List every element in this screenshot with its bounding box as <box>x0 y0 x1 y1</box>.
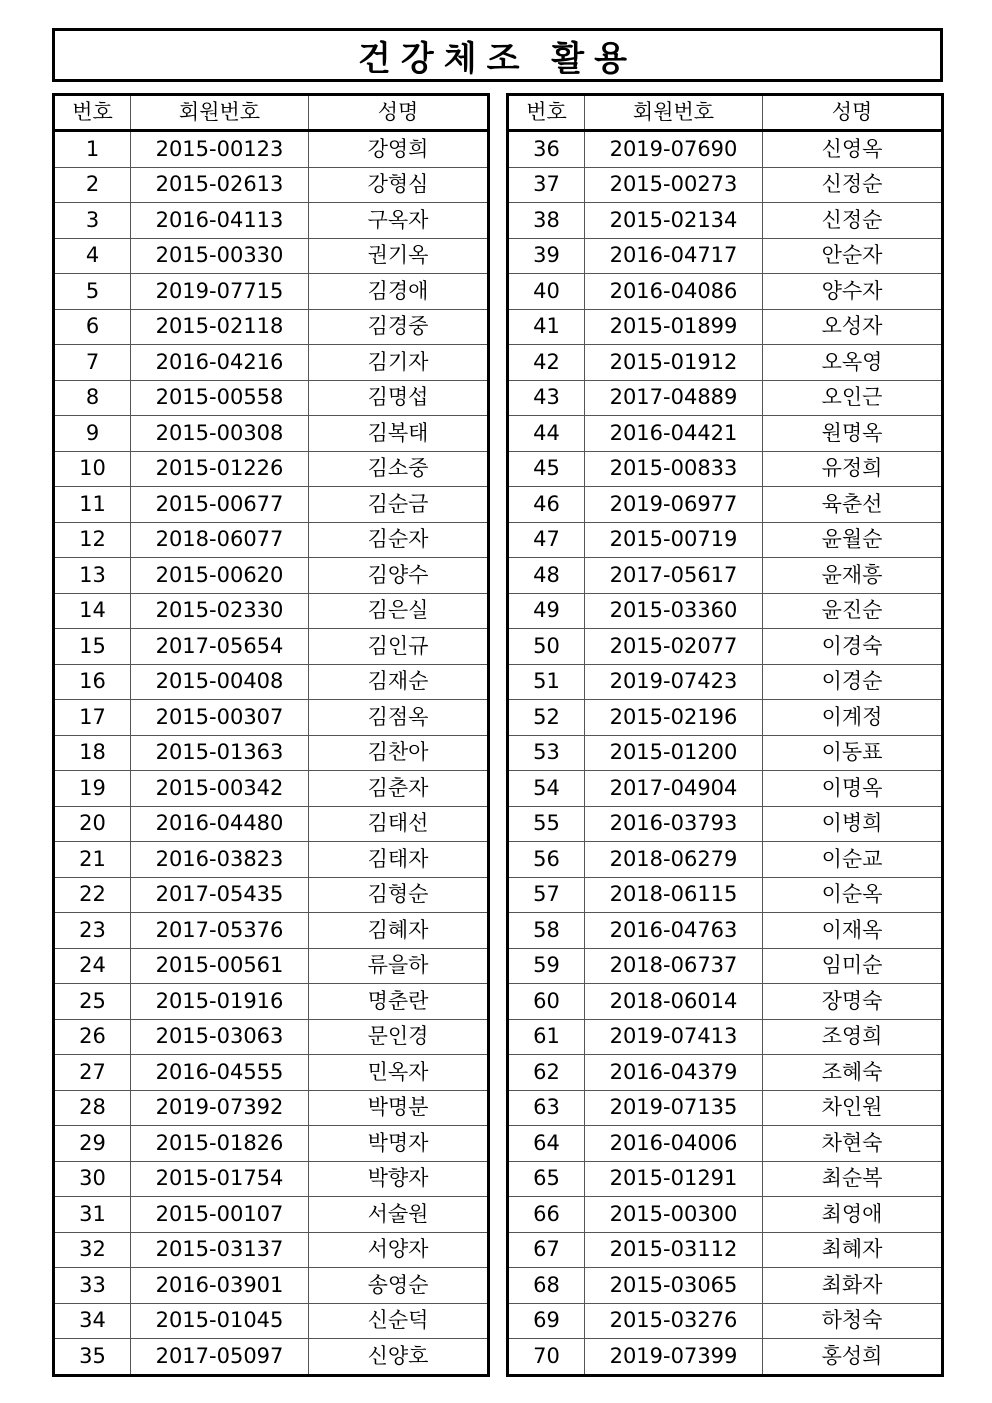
cell-name: 홍성희 <box>763 1339 943 1376</box>
cell-name: 김점옥 <box>309 700 489 736</box>
cell-name: 김혜자 <box>309 913 489 949</box>
cell-name: 윤진순 <box>763 593 943 629</box>
table-row <box>508 522 943 558</box>
cell-name: 신영옥 <box>763 131 943 168</box>
cell-name: 김재순 <box>309 664 489 700</box>
cell-name: 유정희 <box>763 451 943 487</box>
cell-no: 2 <box>54 167 131 203</box>
cell-member-id: 2015-03276 <box>585 1303 763 1339</box>
table-row <box>54 842 489 878</box>
cell-member-id: 2016-04763 <box>585 913 763 949</box>
cell-no: 30 <box>54 1161 131 1197</box>
cell-member-id: 2015-00833 <box>585 451 763 487</box>
cell-no: 44 <box>508 416 585 452</box>
page-title-box <box>52 28 943 82</box>
cell-member-id: 2015-01916 <box>131 984 309 1020</box>
cell-no: 67 <box>508 1232 585 1268</box>
table-row <box>508 309 943 345</box>
cell-name: 김경애 <box>309 274 489 310</box>
table-row <box>508 664 943 700</box>
column-header-name: 성명 <box>309 95 489 131</box>
cell-no: 29 <box>54 1126 131 1162</box>
cell-name: 이동표 <box>763 735 943 771</box>
cell-member-id: 2015-02196 <box>585 700 763 736</box>
cell-no: 33 <box>54 1268 131 1304</box>
cell-member-id: 2015-03137 <box>131 1232 309 1268</box>
cell-member-id: 2016-03901 <box>131 1268 309 1304</box>
cell-member-id: 2016-04113 <box>131 203 309 239</box>
cell-no: 4 <box>54 238 131 274</box>
table-row <box>54 593 489 629</box>
table-row <box>54 1090 489 1126</box>
table-row <box>54 984 489 1020</box>
cell-no: 7 <box>54 345 131 381</box>
cell-no: 23 <box>54 913 131 949</box>
cell-member-id: 2015-02134 <box>585 203 763 239</box>
table-row <box>54 451 489 487</box>
cell-member-id: 2018-06014 <box>585 984 763 1020</box>
cell-member-id: 2019-07715 <box>131 274 309 310</box>
cell-name: 신양호 <box>309 1339 489 1376</box>
table-row <box>508 167 943 203</box>
cell-member-id: 2016-04421 <box>585 416 763 452</box>
cell-member-id: 2015-03112 <box>585 1232 763 1268</box>
table-row <box>54 487 489 523</box>
table-row <box>508 1019 943 1055</box>
cell-name: 이병희 <box>763 806 943 842</box>
cell-no: 66 <box>508 1197 585 1233</box>
cell-member-id: 2016-04006 <box>585 1126 763 1162</box>
cell-no: 17 <box>54 700 131 736</box>
cell-no: 70 <box>508 1339 585 1376</box>
table-row <box>54 309 489 345</box>
cell-no: 32 <box>54 1232 131 1268</box>
table-row <box>54 558 489 594</box>
cell-member-id: 2015-01291 <box>585 1161 763 1197</box>
cell-member-id: 2015-00123 <box>131 131 309 168</box>
cell-member-id: 2015-01754 <box>131 1161 309 1197</box>
cell-name: 이순교 <box>763 842 943 878</box>
cell-name: 조혜숙 <box>763 1055 943 1091</box>
cell-no: 60 <box>508 984 585 1020</box>
cell-member-id: 2016-04480 <box>131 806 309 842</box>
cell-no: 64 <box>508 1126 585 1162</box>
table-row <box>54 416 489 452</box>
cell-name: 김소중 <box>309 451 489 487</box>
cell-no: 53 <box>508 735 585 771</box>
cell-no: 47 <box>508 522 585 558</box>
cell-name: 김양수 <box>309 558 489 594</box>
table-row <box>54 1019 489 1055</box>
cell-member-id: 2015-00307 <box>131 700 309 736</box>
cell-no: 52 <box>508 700 585 736</box>
cell-no: 26 <box>54 1019 131 1055</box>
cell-name: 박명분 <box>309 1090 489 1126</box>
column-header-member-id: 회원번호 <box>585 95 763 131</box>
cell-name: 김형순 <box>309 877 489 913</box>
cell-no: 22 <box>54 877 131 913</box>
cell-member-id: 2017-05435 <box>131 877 309 913</box>
table-row <box>54 1126 489 1162</box>
cell-member-id: 2015-03360 <box>585 593 763 629</box>
table-row <box>508 1268 943 1304</box>
table-row <box>54 629 489 665</box>
cell-member-id: 2015-01912 <box>585 345 763 381</box>
cell-member-id: 2015-00273 <box>585 167 763 203</box>
cell-name: 강영희 <box>309 131 489 168</box>
cell-name: 박명자 <box>309 1126 489 1162</box>
table-row <box>54 1161 489 1197</box>
table-row <box>508 1232 943 1268</box>
cell-no: 65 <box>508 1161 585 1197</box>
cell-name: 김태자 <box>309 842 489 878</box>
table-row <box>54 735 489 771</box>
cell-name: 강형심 <box>309 167 489 203</box>
cell-name: 김경중 <box>309 309 489 345</box>
table-row <box>54 274 489 310</box>
cell-no: 12 <box>54 522 131 558</box>
cell-name: 문인경 <box>309 1019 489 1055</box>
table-row <box>508 948 943 984</box>
table-row <box>54 1197 489 1233</box>
cell-no: 69 <box>508 1303 585 1339</box>
cell-no: 9 <box>54 416 131 452</box>
cell-no: 38 <box>508 203 585 239</box>
cell-no: 31 <box>54 1197 131 1233</box>
cell-name: 김찬아 <box>309 735 489 771</box>
table-row <box>54 948 489 984</box>
cell-member-id: 2019-07413 <box>585 1019 763 1055</box>
cell-name: 구옥자 <box>309 203 489 239</box>
cell-member-id: 2015-00719 <box>585 522 763 558</box>
cell-member-id: 2017-05097 <box>131 1339 309 1376</box>
cell-no: 21 <box>54 842 131 878</box>
table-row <box>508 1197 943 1233</box>
cell-name: 윤월순 <box>763 522 943 558</box>
table-row <box>508 700 943 736</box>
cell-name: 신정순 <box>763 167 943 203</box>
cell-name: 권기옥 <box>309 238 489 274</box>
cell-name: 박향자 <box>309 1161 489 1197</box>
table-row <box>54 877 489 913</box>
table-row <box>508 131 943 168</box>
cell-no: 54 <box>508 771 585 807</box>
cell-no: 36 <box>508 131 585 168</box>
cell-name: 명춘란 <box>309 984 489 1020</box>
table-row <box>508 913 943 949</box>
cell-name: 김순자 <box>309 522 489 558</box>
table-row <box>508 735 943 771</box>
cell-no: 14 <box>54 593 131 629</box>
cell-member-id: 2018-06737 <box>585 948 763 984</box>
cell-member-id: 2017-05654 <box>131 629 309 665</box>
table-row <box>54 167 489 203</box>
table-row <box>508 1161 943 1197</box>
table-row <box>54 771 489 807</box>
cell-no: 13 <box>54 558 131 594</box>
cell-member-id: 2019-06977 <box>585 487 763 523</box>
cell-name: 조영희 <box>763 1019 943 1055</box>
table-row <box>54 1232 489 1268</box>
cell-no: 5 <box>54 274 131 310</box>
cell-member-id: 2015-00330 <box>131 238 309 274</box>
cell-member-id: 2015-02077 <box>585 629 763 665</box>
table-row <box>508 771 943 807</box>
cell-no: 43 <box>508 380 585 416</box>
cell-member-id: 2015-00677 <box>131 487 309 523</box>
table-row <box>54 1055 489 1091</box>
cell-name: 최혜자 <box>763 1232 943 1268</box>
table-row <box>508 1303 943 1339</box>
cell-no: 6 <box>54 309 131 345</box>
table-row <box>508 842 943 878</box>
cell-name: 오옥영 <box>763 345 943 381</box>
header-row <box>54 95 489 131</box>
cell-member-id: 2016-04379 <box>585 1055 763 1091</box>
cell-name: 장명숙 <box>763 984 943 1020</box>
cell-name: 신순덕 <box>309 1303 489 1339</box>
cell-name: 이경숙 <box>763 629 943 665</box>
cell-no: 46 <box>508 487 585 523</box>
table-row <box>508 806 943 842</box>
table-row <box>508 1090 943 1126</box>
table-row <box>54 913 489 949</box>
table-row <box>54 664 489 700</box>
cell-no: 50 <box>508 629 585 665</box>
table-row <box>508 416 943 452</box>
cell-member-id: 2019-07135 <box>585 1090 763 1126</box>
cell-member-id: 2015-02118 <box>131 309 309 345</box>
cell-name: 김인규 <box>309 629 489 665</box>
cell-member-id: 2017-05376 <box>131 913 309 949</box>
cell-no: 24 <box>54 948 131 984</box>
table-row <box>508 345 943 381</box>
page-title: 건강체조 활용 <box>358 38 637 79</box>
table-row <box>54 1268 489 1304</box>
cell-member-id: 2015-03063 <box>131 1019 309 1055</box>
cell-member-id: 2015-01826 <box>131 1126 309 1162</box>
cell-name: 이계정 <box>763 700 943 736</box>
cell-no: 34 <box>54 1303 131 1339</box>
cell-no: 49 <box>508 593 585 629</box>
cell-name: 서양자 <box>309 1232 489 1268</box>
table-row <box>54 238 489 274</box>
cell-member-id: 2016-04216 <box>131 345 309 381</box>
table-row <box>508 203 943 239</box>
cell-name: 원명옥 <box>763 416 943 452</box>
column-header-no: 번호 <box>54 95 131 131</box>
cell-member-id: 2015-00620 <box>131 558 309 594</box>
cell-name: 임미순 <box>763 948 943 984</box>
table-row <box>54 345 489 381</box>
cell-member-id: 2016-03793 <box>585 806 763 842</box>
cell-no: 41 <box>508 309 585 345</box>
cell-no: 68 <box>508 1268 585 1304</box>
roster-table-left <box>52 93 490 1377</box>
column-header-no: 번호 <box>508 95 585 131</box>
cell-member-id: 2015-00558 <box>131 380 309 416</box>
cell-no: 57 <box>508 877 585 913</box>
cell-name: 이명옥 <box>763 771 943 807</box>
cell-name: 김춘자 <box>309 771 489 807</box>
cell-no: 35 <box>54 1339 131 1376</box>
cell-name: 김복태 <box>309 416 489 452</box>
cell-no: 11 <box>54 487 131 523</box>
table-row <box>54 1339 489 1376</box>
cell-no: 8 <box>54 380 131 416</box>
cell-name: 하청숙 <box>763 1303 943 1339</box>
cell-no: 40 <box>508 274 585 310</box>
table-row <box>508 274 943 310</box>
cell-member-id: 2016-03823 <box>131 842 309 878</box>
cell-name: 오성자 <box>763 309 943 345</box>
cell-name: 안순자 <box>763 238 943 274</box>
cell-member-id: 2017-04889 <box>585 380 763 416</box>
cell-no: 25 <box>54 984 131 1020</box>
cell-no: 18 <box>54 735 131 771</box>
cell-name: 윤재흥 <box>763 558 943 594</box>
cell-no: 16 <box>54 664 131 700</box>
cell-no: 28 <box>54 1090 131 1126</box>
cell-name: 김순금 <box>309 487 489 523</box>
cell-no: 10 <box>54 451 131 487</box>
cell-name: 차인원 <box>763 1090 943 1126</box>
table-row <box>508 380 943 416</box>
cell-no: 3 <box>54 203 131 239</box>
cell-member-id: 2019-07392 <box>131 1090 309 1126</box>
cell-no: 42 <box>508 345 585 381</box>
cell-member-id: 2017-04904 <box>585 771 763 807</box>
cell-member-id: 2015-03065 <box>585 1268 763 1304</box>
roster-body-right <box>508 131 943 1376</box>
cell-member-id: 2017-05617 <box>585 558 763 594</box>
cell-member-id: 2015-00342 <box>131 771 309 807</box>
roster-body-left <box>54 131 489 1376</box>
cell-name: 민옥자 <box>309 1055 489 1091</box>
table-row <box>54 131 489 168</box>
cell-no: 39 <box>508 238 585 274</box>
cell-member-id: 2015-00308 <box>131 416 309 452</box>
cell-name: 차현숙 <box>763 1126 943 1162</box>
cell-no: 63 <box>508 1090 585 1126</box>
table-row <box>508 487 943 523</box>
cell-member-id: 2015-00300 <box>585 1197 763 1233</box>
roster-table-right <box>506 93 944 1377</box>
cell-no: 37 <box>508 167 585 203</box>
cell-name: 육춘선 <box>763 487 943 523</box>
cell-name: 김기자 <box>309 345 489 381</box>
cell-name: 김은실 <box>309 593 489 629</box>
cell-name: 이순옥 <box>763 877 943 913</box>
cell-no: 45 <box>508 451 585 487</box>
cell-member-id: 2018-06279 <box>585 842 763 878</box>
cell-no: 59 <box>508 948 585 984</box>
cell-member-id: 2016-04717 <box>585 238 763 274</box>
header-row <box>508 95 943 131</box>
cell-no: 55 <box>508 806 585 842</box>
table-row <box>508 1055 943 1091</box>
cell-member-id: 2015-01200 <box>585 735 763 771</box>
cell-name: 김명섭 <box>309 380 489 416</box>
table-row <box>508 629 943 665</box>
column-header-name: 성명 <box>763 95 943 131</box>
cell-name: 최영애 <box>763 1197 943 1233</box>
cell-no: 20 <box>54 806 131 842</box>
table-row <box>54 700 489 736</box>
cell-no: 15 <box>54 629 131 665</box>
cell-member-id: 2015-01226 <box>131 451 309 487</box>
table-row <box>54 806 489 842</box>
cell-member-id: 2015-00107 <box>131 1197 309 1233</box>
table-row <box>54 522 489 558</box>
cell-no: 19 <box>54 771 131 807</box>
cell-name: 송영순 <box>309 1268 489 1304</box>
cell-member-id: 2015-02613 <box>131 167 309 203</box>
table-row <box>54 203 489 239</box>
cell-member-id: 2015-01899 <box>585 309 763 345</box>
cell-member-id: 2015-00408 <box>131 664 309 700</box>
cell-name: 류을하 <box>309 948 489 984</box>
cell-member-id: 2015-01045 <box>131 1303 309 1339</box>
cell-no: 48 <box>508 558 585 594</box>
cell-no: 1 <box>54 131 131 168</box>
cell-member-id: 2019-07690 <box>585 131 763 168</box>
cell-name: 오인근 <box>763 380 943 416</box>
cell-member-id: 2016-04086 <box>585 274 763 310</box>
cell-member-id: 2018-06077 <box>131 522 309 558</box>
cell-no: 27 <box>54 1055 131 1091</box>
cell-member-id: 2019-07423 <box>585 664 763 700</box>
cell-member-id: 2018-06115 <box>585 877 763 913</box>
cell-name: 서술원 <box>309 1197 489 1233</box>
cell-name: 이경순 <box>763 664 943 700</box>
cell-name: 이재옥 <box>763 913 943 949</box>
cell-member-id: 2015-02330 <box>131 593 309 629</box>
cell-no: 58 <box>508 913 585 949</box>
cell-no: 61 <box>508 1019 585 1055</box>
cell-no: 56 <box>508 842 585 878</box>
cell-member-id: 2015-00561 <box>131 948 309 984</box>
cell-name: 양수자 <box>763 274 943 310</box>
table-row <box>508 1339 943 1376</box>
table-row <box>508 451 943 487</box>
table-row <box>508 238 943 274</box>
cell-name: 최순복 <box>763 1161 943 1197</box>
table-row <box>54 380 489 416</box>
cell-no: 51 <box>508 664 585 700</box>
table-row <box>508 877 943 913</box>
cell-no: 62 <box>508 1055 585 1091</box>
cell-name: 신정순 <box>763 203 943 239</box>
cell-member-id: 2015-01363 <box>131 735 309 771</box>
table-row <box>508 593 943 629</box>
table-row <box>54 1303 489 1339</box>
cell-name: 최화자 <box>763 1268 943 1304</box>
column-header-member-id: 회원번호 <box>131 95 309 131</box>
table-row <box>508 558 943 594</box>
cell-member-id: 2019-07399 <box>585 1339 763 1376</box>
table-row <box>508 1126 943 1162</box>
cell-member-id: 2016-04555 <box>131 1055 309 1091</box>
cell-name: 김태선 <box>309 806 489 842</box>
table-row <box>508 984 943 1020</box>
